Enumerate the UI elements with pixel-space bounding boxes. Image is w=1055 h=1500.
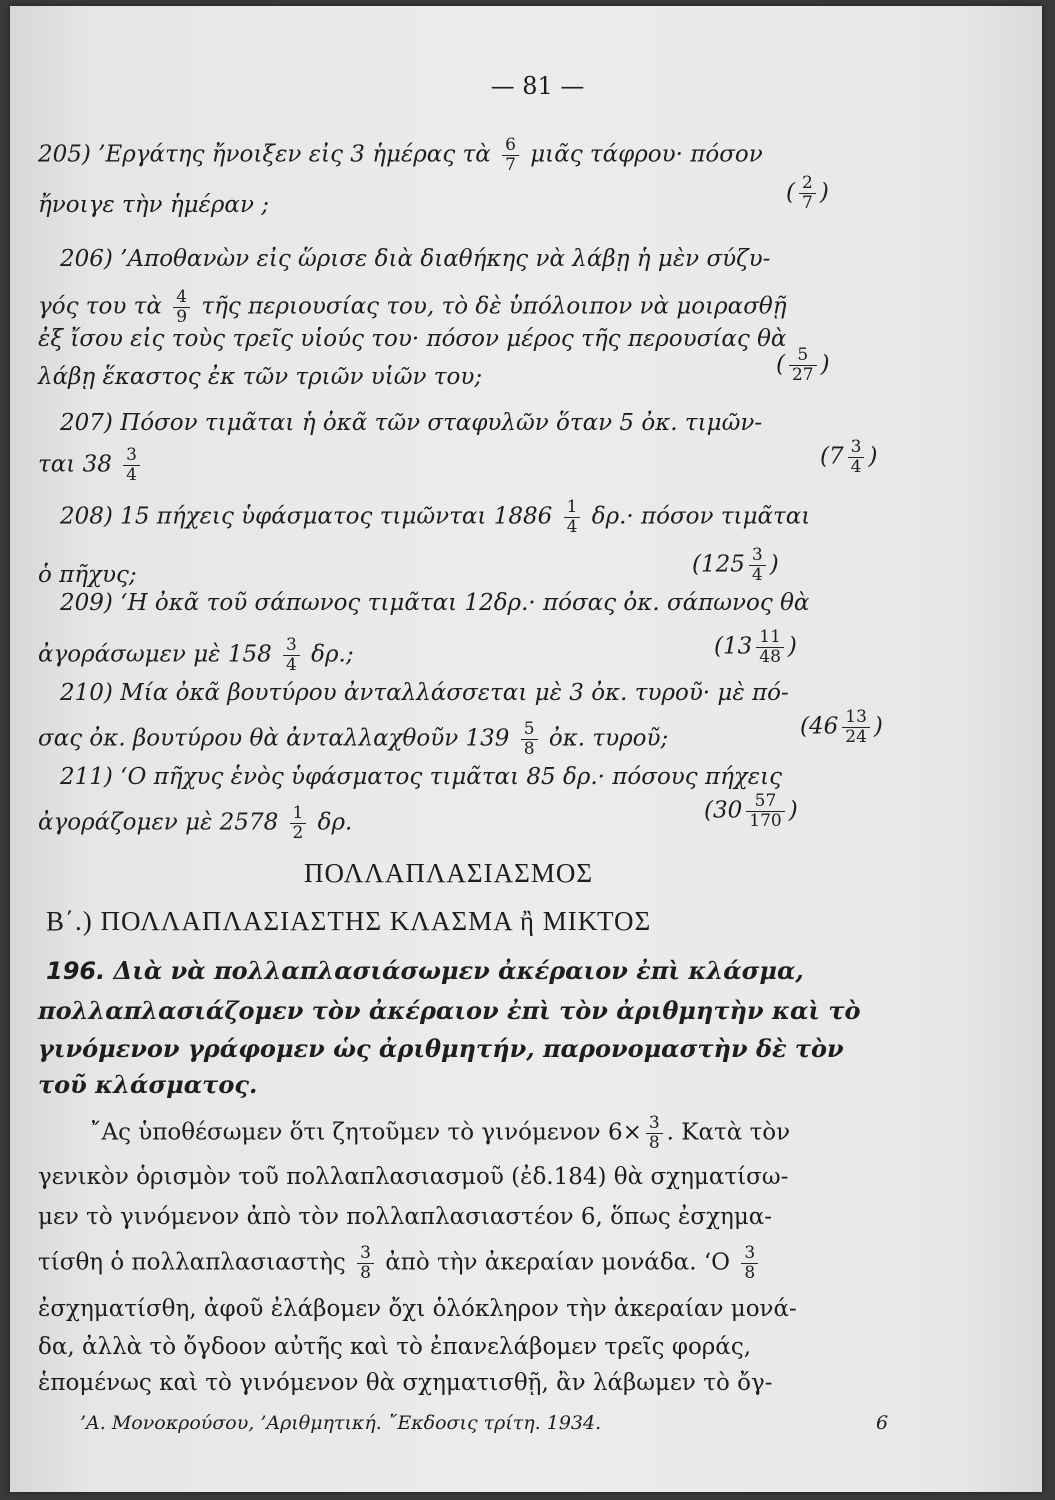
problem-206-line1: 206) ’Αποθανὼν εἰς ὥρισε διὰ διαθήκης νὰ λάβῃ ἡ μὲν σύζυ- <box>60 246 771 272</box>
body-line2: γενικὸν ὁρισμὸν τοῦ πολλαπλασιασμοῦ (ἐδ.184) θὰ σχηματίσω- <box>38 1164 789 1190</box>
footer-citation: ’Α. Μονοκρούσου, ’Αριθμητική. ῎Εκδοσις τρίτη. 1934. <box>80 1412 602 1434</box>
answer-207: (7 $\frac{3}{4}$ ) <box>820 437 878 477</box>
fraction: $\frac{3}{8}$ <box>646 1114 663 1153</box>
problem-205-line1: 205) ’Εργάτης ἤνοιξεν εἰς 3 ἡμέρας τὰ $\frac{6}{7}$ μιᾶς τάφρου· πόσον <box>38 135 763 175</box>
body-line6: δα, ἀλλὰ τὸ ὄγδοον αὐτῆς καὶ τὸ ἐπανελάβομεν τρεῖς φοράς, <box>38 1334 752 1360</box>
page-number: — 81 — <box>490 72 585 100</box>
answer-208: (125 $\frac{3}{4}$ ) <box>692 545 779 585</box>
subsection-heading: Β΄.) ΠΟΛΛΑΠΛΑΣΙΑΣΤΗΣ ΚΛΑΣΜΑ ἢ ΜΙΚΤΟΣ <box>46 906 652 936</box>
rule-line4: τοῦ κλάσματος. <box>38 1070 258 1099</box>
fraction: $\frac{5}{8}$ <box>521 720 538 759</box>
problem-210-line1: 210) Μία ὀκᾶ βουτύρου ἀνταλλάσσεται μὲ 3 ὀκ. τυροῦ· μὲ πό- <box>60 680 789 706</box>
rule-line3: γινόμενον γράφομεν ὡς ἀριθμητήν, παρονομαστὴν δὲ τὸν <box>38 1034 844 1063</box>
problem-210-line2: σας ὀκ. βουτύρου θὰ ἀνταλλαχθοῦν 139 $\frac{5}{8}$ ὀκ. τυροῦ; <box>38 719 669 759</box>
body-line5: ἐσχηματίσθη, ἀφοῦ ἐλάβομεν ὄχι ὁλόκληρον τὴν ἀκεραίαν μονά- <box>38 1296 797 1322</box>
book-page <box>10 6 1042 1492</box>
answer-211: (30 $\frac{57}{170}$ ) <box>704 791 798 831</box>
body-line1: ῎Ας ὑποθέσωμεν ὅτι ζητοῦμεν τὸ γινόμενον 6× $\frac{3}{8}$ . Κατὰ τὸν <box>90 1113 791 1153</box>
rule-line1: 196. Διὰ νὰ πολλαπλασιάσωμεν ἀκέραιον ἐπὶ κλάσμα, <box>46 956 804 985</box>
body-line7: ἑπομένως καὶ τὸ γινόμενον θὰ σχηματισθῇ, ἂν λάβωμεν τὸ ὄγ- <box>38 1370 773 1396</box>
signature-number: 6 <box>876 1412 889 1434</box>
fraction: $\frac{3}{4}$ <box>123 446 140 485</box>
answer-206: ( $\frac{5}{27}$ ) <box>776 345 830 385</box>
problem-211-line2: ἀγοράζομεν μὲ 2578 $\frac{1}{2}$ δρ. <box>38 803 353 843</box>
problem-206-line2: γός του τὰ $\frac{4}{9}$ τῆς περιουσίας του, τὸ δὲ ὑπόλοιπον νὰ μοιρασθῇ <box>38 287 787 327</box>
rule-line2: πολλαπλασιάζομεν τὸν ἀκέραιον ἐπὶ τὸν ἀριθμητὴν καὶ τὸ <box>38 996 861 1025</box>
problem-205-line2: ἤνοιγε τὴν ἡμέραν ; <box>38 192 269 218</box>
answer-209: (13 $\frac{11}{48}$ ) <box>714 627 797 667</box>
problem-208-line1: 208) 15 πήχεις ὑφάσματος τιμῶνται 1886 $\frac{1}{4}$ δρ.· πόσον τιμᾶται <box>60 497 811 537</box>
problem-206-line3: ἐξ ἴσου εἰς τοὺς τρεῖς υἱούς του· πόσον μέρος τῆς περουσίας θὰ <box>38 326 787 352</box>
answer-210: (46 $\frac{13}{24}$ ) <box>800 707 883 747</box>
paragraph-number: 196. <box>46 957 106 985</box>
fraction: $\frac{3}{4}$ <box>283 636 300 675</box>
problem-207-line1: 207) Πόσον τιμᾶται ἡ ὀκᾶ τῶν σταφυλῶν ὅταν 5 ὀκ. τιμῶν- <box>60 410 763 436</box>
fraction: $\frac{1}{2}$ <box>290 804 307 843</box>
fraction: $\frac{4}{9}$ <box>173 288 190 327</box>
problem-207-line2: ται 38 $\frac{3}{4}$ <box>38 446 144 485</box>
problem-211-line1: 211) ‘Ο πῆχυς ἑνὸς ὑφάσματος τιμᾶται 85 δρ.· πόσους πήχεις <box>60 764 783 790</box>
problem-208-line2: ὁ πῆχυς; <box>38 562 137 588</box>
answer-205: ( $\frac{2}{7}$ ) <box>786 173 829 213</box>
fraction: $\frac{1}{4}$ <box>564 498 581 537</box>
fraction: $\frac{6}{7}$ <box>502 136 519 175</box>
body-line3: μεν τὸ γινόμενον ἀπὸ τὸν πολλαπλασιαστέον 6, ὅπως ἐσχημα- <box>38 1204 773 1230</box>
problem-206-line4: λάβῃ ἕκαστος ἐκ τῶν τριῶν υἱῶν του; <box>38 364 483 390</box>
problem-209-line2: ἀγοράσωμεν μὲ 158 $\frac{3}{4}$ δρ.; <box>38 635 354 675</box>
section-heading: ΠΟΛΛΑΠΛΑΣΙΑΣΜΟΣ <box>304 858 594 888</box>
fraction: $\frac{3}{8}$ <box>741 1244 758 1283</box>
fraction: $\frac{3}{8}$ <box>357 1244 374 1283</box>
problem-209-line1: 209) ‘Η ὀκᾶ τοῦ σάπωνος τιμᾶται 12δρ.· πόσας ὀκ. σάπωνος θὰ <box>60 590 810 616</box>
body-line4: τίσθη ὁ πολλαπλασιαστὴς $\frac{3}{8}$ ἀπὸ τὴν ἀκεραίαν μονάδα. ‘Ο $\frac{3}{8}$ <box>38 1244 762 1283</box>
